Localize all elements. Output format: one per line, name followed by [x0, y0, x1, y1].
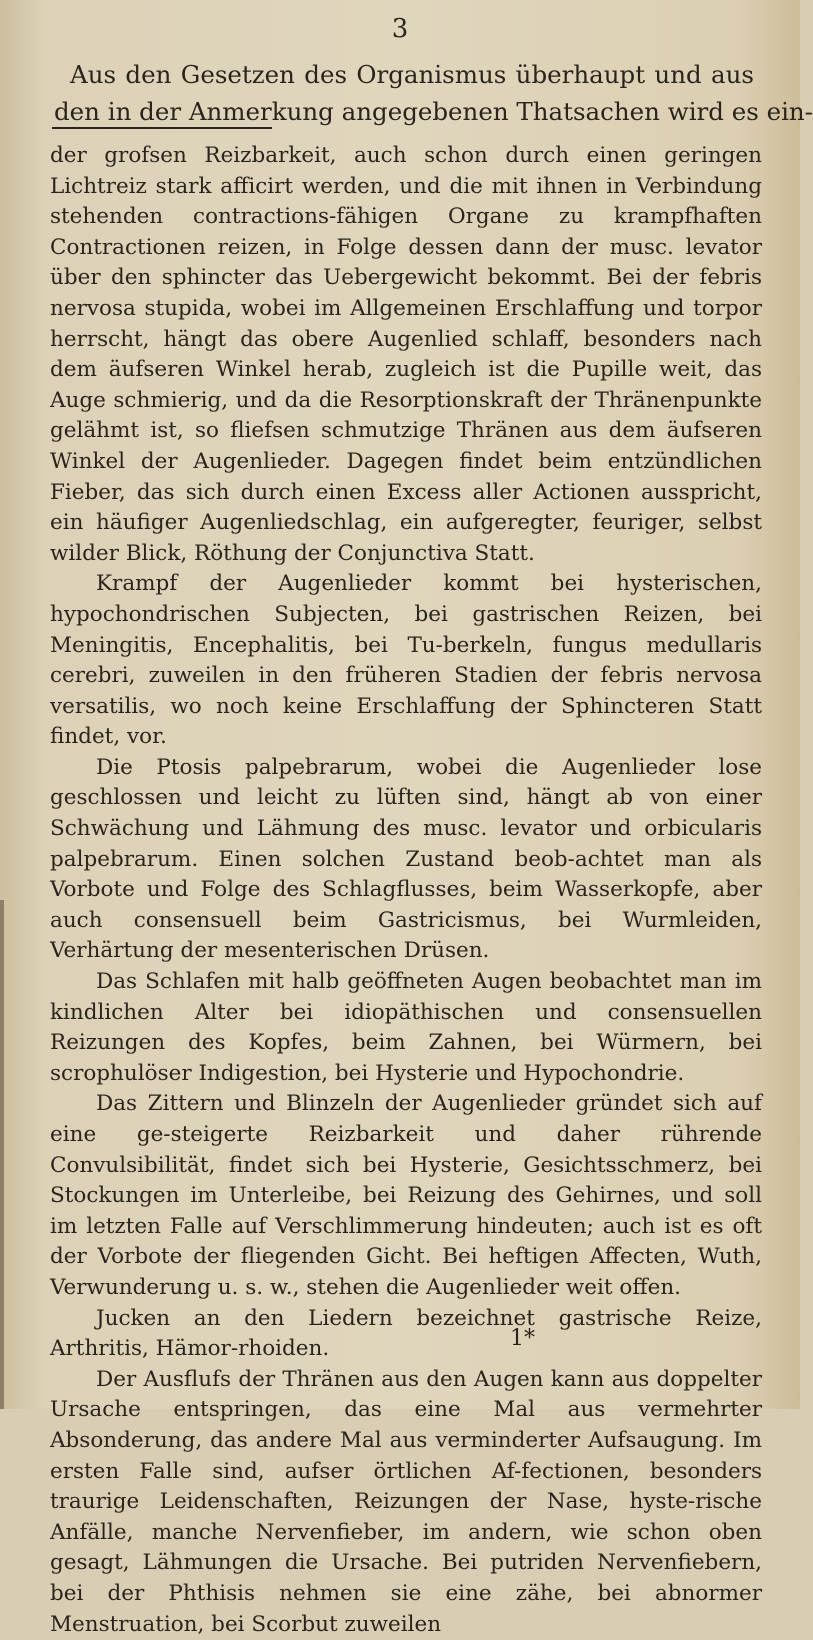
paragraph: Die Ptosis palpebrarum, wobei die Augenlieder lose geschlossen und leicht zu lüften sind, hängt ab von einer Schwächung und Lähmung des musc. levator und orbicularis palpebrarum. Einen solchen Zustand beob-achtet man als Vorbote und Folge des Schlagflusses, beim Wasserkopfe, aber auch consensuell beim Gastricismus, bei Wurmleiden, Verhärtung der mesenterischen Drüsen.: [50, 754, 762, 964]
paragraph: der grofsen Reizbarkeit, auch schon durch einen geringen Lichtreiz stark afficirt werden, und die mit ihnen in Verbindung stehenden contractions-fähigen Organe zu krampfhaften Contractionen reizen, in Folge dessen dann der musc. levator über den sphincter das Uebergewicht bekommt. Bei der febris nervosa stupida, wobei im Allgemeinen Erschlaffung und torpor herrscht, hängt das obere Augenlied schlaff, besonders nach dem äufseren Winkel herab, zugleich ist die Pupille weit, das Auge schmierig, und da die Resorptionskraft der Thränenpunkte gelähmt ist, so fliefsen schmutzige Thränen aus dem äufseren Winkel der Augenlieder. Dagegen findet beim entzündlichen Fieber, das sich durch einen Excess aller Actionen ausspricht, ein häufiger Augenliedschlag, ein aufgeregter, feuriger, selbst wilder Blick, Röthung der Conjunctiva Statt.: [50, 143, 762, 566]
preface-line: den in der Anmerkung angegebenen Thatsachen wird es ein-: [54, 97, 813, 126]
page-number: 3: [391, 14, 409, 44]
page-edge-shadow: [0, 900, 4, 1409]
main-text: [50, 141, 762, 1640]
paragraph: Der Ausflufs der Thränen aus den Augen kann aus doppelter Ursache entspringen, das eine Mal aus vermehrter Absonderung, das andere Mal aus verminderter Aufsaugung. Im ersten Falle sind, aufser örtlichen Af-fectionen, besonders traurige Leidenschaften, Reizungen der Nase, hyste-rische Anfälle, manche Nervenfieber, im andern, wie schon oben gesagt, Lähmungen die Ursache. Bei putriden Nervenfiebern, bei der Phthisis nehmen sie eine zähe, bei abnormer Menstruation, bei Scorbut zuweilen: [50, 1366, 762, 1637]
footnote-rule: [52, 127, 272, 129]
preface-line: Aus den Gesetzen des Organismus überhaupt und aus: [70, 60, 754, 89]
preface-text: [54, 56, 813, 130]
paragraph: Das Zittern und Blinzeln der Augenlieder gründet sich auf eine ge-steigerte Reizbarkeit und daher rührende Convulsibilität, findet sich bei Hysterie, Gesichtsschmerz, bei Stockungen im Unterleibe, bei Reizung des Gehirnes, und soll im letzten Falle auf Verschlimmerung hindeuten; auch ist es oft der Vorbote der fliegenden Gicht. Bei heftigen Affecten, Wuth, Verwunderung u. s. w., stehen die Augenlieder weit offen.: [50, 1091, 762, 1300]
signature-mark: 1*: [510, 1326, 535, 1351]
paragraph: Krampf der Augenlieder kommt bei hysterischen, hypochondrischen Subjecten, bei gastrischen Reizen, bei Meningitis, Encephalitis, bei Tu-berkeln, fungus medullaris cerebri, zuweilen in den früheren Stadien der febris nervosa versatilis, wo noch keine Erschlaffung der Sphincteren Statt findet, vor.: [50, 571, 762, 750]
paragraph: Jucken an den Liedern bezeichnet gastrische Reize, Arthritis, Hämor-rhoiden.: [50, 1305, 762, 1362]
paragraph: Das Schlafen mit halb geöffneten Augen beobachtet man im kindlichen Alter bei idiopäthischen und consensuellen Reizungen des Kopfes, beim Zahnen, bei Würmern, bei scrophulöser Indigestion, bei Hysterie und Hypochondrie.: [50, 969, 762, 1086]
